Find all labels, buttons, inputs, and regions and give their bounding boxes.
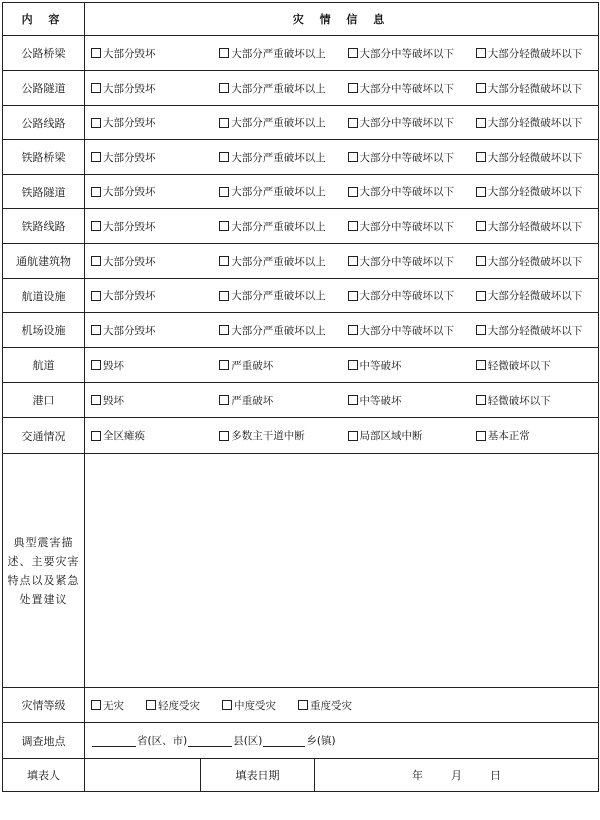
damage-row xyxy=(3,418,599,454)
options-cell xyxy=(85,36,599,71)
township-suffix: 乡(镇) xyxy=(306,735,336,747)
checkbox-label: 大部分严重破坏以上 xyxy=(231,82,326,95)
checkbox-label: 大部分轻微破坏以下 xyxy=(487,290,583,302)
damage-row xyxy=(3,140,599,175)
damage-row xyxy=(3,279,599,313)
damage-row xyxy=(3,175,599,209)
checkbox-icon[interactable] xyxy=(476,83,486,93)
checkbox-icon[interactable] xyxy=(476,291,486,301)
province-blank[interactable] xyxy=(92,735,136,747)
checkbox-option[interactable] xyxy=(213,115,341,130)
checkbox-icon[interactable] xyxy=(219,360,229,370)
checkbox-icon[interactable] xyxy=(91,83,101,93)
checkbox-option[interactable] xyxy=(342,46,470,61)
severity-options-cell xyxy=(85,688,599,723)
checkbox-label: 大部分毁坏 xyxy=(103,82,156,95)
checkbox-option[interactable] xyxy=(342,219,470,234)
row-label: 公路线路 xyxy=(3,106,85,140)
checkbox-icon[interactable] xyxy=(219,395,229,405)
checkbox-option[interactable] xyxy=(470,288,598,303)
severity-option[interactable] xyxy=(298,698,352,713)
checkbox-label: 中等破坏 xyxy=(359,359,402,372)
checkbox-option[interactable] xyxy=(470,81,598,96)
checkbox-option[interactable] xyxy=(342,115,470,130)
checkbox-option[interactable] xyxy=(213,46,341,61)
checkbox-icon[interactable] xyxy=(91,187,101,197)
checkbox-label: 严重破坏 xyxy=(231,394,274,407)
checkbox-option[interactable] xyxy=(470,254,598,269)
checkbox-label: 全区瘫痪 xyxy=(103,430,145,442)
checkbox-label: 大部分中等破坏以下 xyxy=(359,47,454,60)
checkbox-option[interactable] xyxy=(85,254,213,269)
checkbox-label: 大部分严重破坏以上 xyxy=(231,186,326,198)
checkbox-option[interactable] xyxy=(470,323,598,338)
checkbox-label: 大部分中等破坏以下 xyxy=(359,255,454,268)
checkbox-icon[interactable] xyxy=(219,187,229,197)
checkbox-option[interactable] xyxy=(85,115,213,130)
county-blank[interactable] xyxy=(188,735,232,747)
checkbox-label: 大部分中等破坏以下 xyxy=(359,186,454,198)
row-label: 港口 xyxy=(3,383,85,418)
checkbox-label: 大部分中等破坏以下 xyxy=(359,220,454,233)
severity-label: 灾情等级 xyxy=(3,688,85,723)
checkbox-label: 大部分严重破坏以上 xyxy=(231,290,326,302)
checkbox-icon[interactable] xyxy=(476,395,486,405)
date-month-label: 月 xyxy=(451,769,462,782)
date-year-label: 年 xyxy=(412,769,423,782)
checkbox-option[interactable] xyxy=(470,358,598,373)
checkbox-label: 大部分轻微破坏以下 xyxy=(487,220,583,233)
checkbox-option[interactable] xyxy=(85,288,213,303)
checkbox-option[interactable] xyxy=(85,46,213,61)
checkbox-label: 大部分毁坏 xyxy=(103,117,156,129)
checkbox-icon[interactable] xyxy=(91,431,101,441)
options-cell xyxy=(85,313,599,348)
checkbox-icon[interactable] xyxy=(146,700,156,710)
checkbox-label: 大部分毁坏 xyxy=(103,151,156,164)
checkbox-icon[interactable] xyxy=(219,118,229,128)
checkbox-option[interactable] xyxy=(470,219,598,234)
options-cell xyxy=(85,106,599,140)
checkbox-label: 基本正常 xyxy=(487,430,530,442)
checkbox-icon[interactable] xyxy=(348,395,358,405)
province-suffix: 省(区、市) xyxy=(137,735,188,747)
checkbox-label: 大部分毁坏 xyxy=(103,186,156,198)
checkbox-icon[interactable] xyxy=(348,83,358,93)
row-label: 通航建筑物 xyxy=(3,244,85,279)
damage-row xyxy=(3,348,599,383)
checkbox-option[interactable] xyxy=(85,428,213,443)
location-label: 调查地点 xyxy=(3,723,85,759)
date-input[interactable] xyxy=(315,759,599,792)
disaster-table xyxy=(2,2,599,792)
checkbox-icon[interactable] xyxy=(219,221,229,231)
checkbox-icon[interactable] xyxy=(348,152,358,162)
checkbox-label: 大部分轻微破坏以下 xyxy=(487,186,583,198)
checkbox-icon[interactable] xyxy=(348,431,358,441)
checkbox-label: 严重破坏 xyxy=(231,359,274,372)
checkbox-option[interactable] xyxy=(213,150,341,165)
checkbox-icon[interactable] xyxy=(476,118,486,128)
checkbox-option[interactable] xyxy=(213,184,341,199)
checkbox-icon[interactable] xyxy=(348,48,358,58)
checkbox-icon[interactable] xyxy=(219,291,229,301)
options-cell xyxy=(85,209,599,244)
options-cell xyxy=(85,418,599,454)
header-content-label: 内 容 xyxy=(3,3,85,36)
checkbox-option[interactable] xyxy=(213,323,341,338)
severity-option-label: 无灾 xyxy=(103,699,124,712)
checkbox-option[interactable] xyxy=(213,81,341,96)
options-cell xyxy=(85,140,599,175)
checkbox-icon[interactable] xyxy=(348,187,358,197)
checkbox-option[interactable] xyxy=(85,393,213,408)
checkbox-icon[interactable] xyxy=(348,325,358,335)
options-cell xyxy=(85,279,599,313)
options-cell xyxy=(85,71,599,106)
checkbox-icon[interactable] xyxy=(476,325,486,335)
checkbox-option[interactable] xyxy=(213,428,341,443)
checkbox-option[interactable] xyxy=(85,358,213,373)
checkbox-label: 大部分毁坏 xyxy=(103,220,156,233)
checkbox-label: 大部分轻微破坏以下 xyxy=(487,255,583,268)
checkbox-icon[interactable] xyxy=(91,152,101,162)
filler-label: 填表人 xyxy=(3,759,85,792)
header-row xyxy=(3,3,599,36)
checkbox-label: 大部分严重破坏以上 xyxy=(231,117,326,129)
description-label: 典型震害描述、主要灾害特点以及紧急处置建议 xyxy=(3,454,85,688)
row-label: 交通情况 xyxy=(3,418,85,454)
county-suffix: 县(区) xyxy=(233,735,263,747)
checkbox-icon[interactable] xyxy=(91,291,101,301)
checkbox-icon[interactable] xyxy=(91,256,101,266)
checkbox-icon[interactable] xyxy=(91,700,101,710)
row-label: 机场设施 xyxy=(3,313,85,348)
severity-option[interactable] xyxy=(222,698,276,713)
checkbox-label: 大部分轻微破坏以下 xyxy=(487,151,583,164)
checkbox-icon[interactable] xyxy=(476,187,486,197)
checkbox-icon[interactable] xyxy=(219,256,229,266)
checkbox-option[interactable] xyxy=(342,428,470,443)
checkbox-label: 大部分中等破坏以下 xyxy=(359,324,454,337)
checkbox-option[interactable] xyxy=(470,184,598,199)
footer-row xyxy=(3,759,599,792)
checkbox-label: 大部分中等破坏以下 xyxy=(359,290,454,302)
checkbox-label: 大部分严重破坏以上 xyxy=(231,47,326,60)
checkbox-option[interactable] xyxy=(342,254,470,269)
location-row xyxy=(3,723,599,759)
damage-row xyxy=(3,209,599,244)
damage-row xyxy=(3,313,599,348)
checkbox-icon[interactable] xyxy=(219,48,229,58)
checkbox-label: 中等破坏 xyxy=(359,394,402,407)
row-label: 铁路线路 xyxy=(3,209,85,244)
row-label: 铁路桥梁 xyxy=(3,140,85,175)
checkbox-icon[interactable] xyxy=(476,431,486,441)
checkbox-label: 大部分毁坏 xyxy=(103,255,156,268)
checkbox-icon[interactable] xyxy=(348,291,358,301)
checkbox-label: 多数主干道中断 xyxy=(231,430,305,442)
checkbox-icon[interactable] xyxy=(219,152,229,162)
severity-option-label: 轻度受灾 xyxy=(158,699,200,712)
checkbox-option[interactable] xyxy=(342,184,470,199)
description-row xyxy=(3,454,599,688)
damage-row xyxy=(3,383,599,418)
options-cell xyxy=(85,175,599,209)
checkbox-icon[interactable] xyxy=(348,221,358,231)
checkbox-icon[interactable] xyxy=(91,48,101,58)
checkbox-option[interactable] xyxy=(85,219,213,234)
checkbox-label: 轻微破坏以下 xyxy=(487,359,551,372)
checkbox-icon[interactable] xyxy=(91,360,101,370)
checkbox-option[interactable] xyxy=(342,323,470,338)
severity-option-label: 中度受灾 xyxy=(234,699,276,712)
damage-row xyxy=(3,71,599,106)
checkbox-label: 大部分中等破坏以下 xyxy=(359,151,454,164)
checkbox-option[interactable] xyxy=(85,323,213,338)
checkbox-label: 大部分严重破坏以上 xyxy=(231,220,326,233)
checkbox-icon[interactable] xyxy=(91,221,101,231)
checkbox-option[interactable] xyxy=(213,254,341,269)
severity-option[interactable] xyxy=(146,698,200,713)
damage-row xyxy=(3,106,599,140)
checkbox-option[interactable] xyxy=(470,46,598,61)
checkbox-icon[interactable] xyxy=(91,325,101,335)
checkbox-label: 大部分毁坏 xyxy=(103,47,156,60)
checkbox-option[interactable] xyxy=(470,393,598,408)
row-label: 航道设施 xyxy=(3,279,85,313)
checkbox-icon[interactable] xyxy=(476,256,486,266)
checkbox-label: 毁坏 xyxy=(103,359,124,372)
checkbox-option[interactable] xyxy=(342,150,470,165)
checkbox-label: 大部分严重破坏以上 xyxy=(231,151,326,164)
checkbox-label: 大部分严重破坏以上 xyxy=(231,255,326,268)
location-fields-cell xyxy=(85,723,599,759)
checkbox-label: 局部区域中断 xyxy=(359,430,423,442)
checkbox-label: 大部分中等破坏以下 xyxy=(359,117,454,129)
date-day-label: 日 xyxy=(490,769,501,782)
checkbox-label: 大部分中等破坏以下 xyxy=(359,82,454,95)
checkbox-icon[interactable] xyxy=(476,221,486,231)
checkbox-option[interactable] xyxy=(85,81,213,96)
checkbox-icon[interactable] xyxy=(348,256,358,266)
severity-option[interactable] xyxy=(91,698,124,713)
checkbox-option[interactable] xyxy=(85,184,213,199)
checkbox-icon[interactable] xyxy=(476,360,486,370)
checkbox-label: 大部分毁坏 xyxy=(103,290,156,302)
checkbox-icon[interactable] xyxy=(476,48,486,58)
checkbox-option[interactable] xyxy=(342,393,470,408)
checkbox-option[interactable] xyxy=(213,358,341,373)
checkbox-icon[interactable] xyxy=(219,83,229,93)
checkbox-option[interactable] xyxy=(470,115,598,130)
row-label: 公路隧道 xyxy=(3,71,85,106)
checkbox-option[interactable] xyxy=(470,150,598,165)
checkbox-option[interactable] xyxy=(213,288,341,303)
checkbox-option[interactable] xyxy=(342,288,470,303)
township-blank[interactable] xyxy=(263,735,305,747)
checkbox-option[interactable] xyxy=(213,393,341,408)
checkbox-icon[interactable] xyxy=(348,360,358,370)
checkbox-icon[interactable] xyxy=(91,118,101,128)
checkbox-option[interactable] xyxy=(342,358,470,373)
checkbox-icon[interactable] xyxy=(219,325,229,335)
severity-row xyxy=(3,688,599,723)
checkbox-label: 轻微破坏以下 xyxy=(487,394,551,407)
checkbox-icon[interactable] xyxy=(91,395,101,405)
checkbox-label: 大部分毁坏 xyxy=(103,324,156,337)
checkbox-label: 大部分轻微破坏以下 xyxy=(487,47,583,60)
checkbox-label: 大部分轻微破坏以下 xyxy=(487,117,583,129)
checkbox-option[interactable] xyxy=(85,150,213,165)
date-label: 填表日期 xyxy=(201,759,315,792)
checkbox-label: 大部分严重破坏以上 xyxy=(231,324,326,337)
checkbox-option[interactable] xyxy=(470,428,598,443)
checkbox-icon[interactable] xyxy=(298,700,308,710)
checkbox-option[interactable] xyxy=(213,219,341,234)
header-info-label: 灾 情 信 息 xyxy=(85,3,599,36)
checkbox-icon[interactable] xyxy=(222,700,232,710)
description-input-area[interactable] xyxy=(85,454,599,688)
filler-input[interactable] xyxy=(85,759,201,792)
severity-option-label: 重度受灾 xyxy=(310,699,352,712)
checkbox-icon[interactable] xyxy=(476,152,486,162)
checkbox-icon[interactable] xyxy=(348,118,358,128)
row-label: 航道 xyxy=(3,348,85,383)
checkbox-icon[interactable] xyxy=(219,431,229,441)
options-cell xyxy=(85,383,599,418)
checkbox-label: 大部分轻微破坏以下 xyxy=(487,324,583,337)
checkbox-label: 毁坏 xyxy=(103,394,124,407)
damage-row xyxy=(3,244,599,279)
options-cell xyxy=(85,348,599,383)
row-label: 公路桥梁 xyxy=(3,36,85,71)
checkbox-label: 大部分轻微破坏以下 xyxy=(487,82,583,95)
damage-row xyxy=(3,36,599,71)
checkbox-option[interactable] xyxy=(342,81,470,96)
row-label: 铁路隧道 xyxy=(3,175,85,209)
options-cell xyxy=(85,244,599,279)
